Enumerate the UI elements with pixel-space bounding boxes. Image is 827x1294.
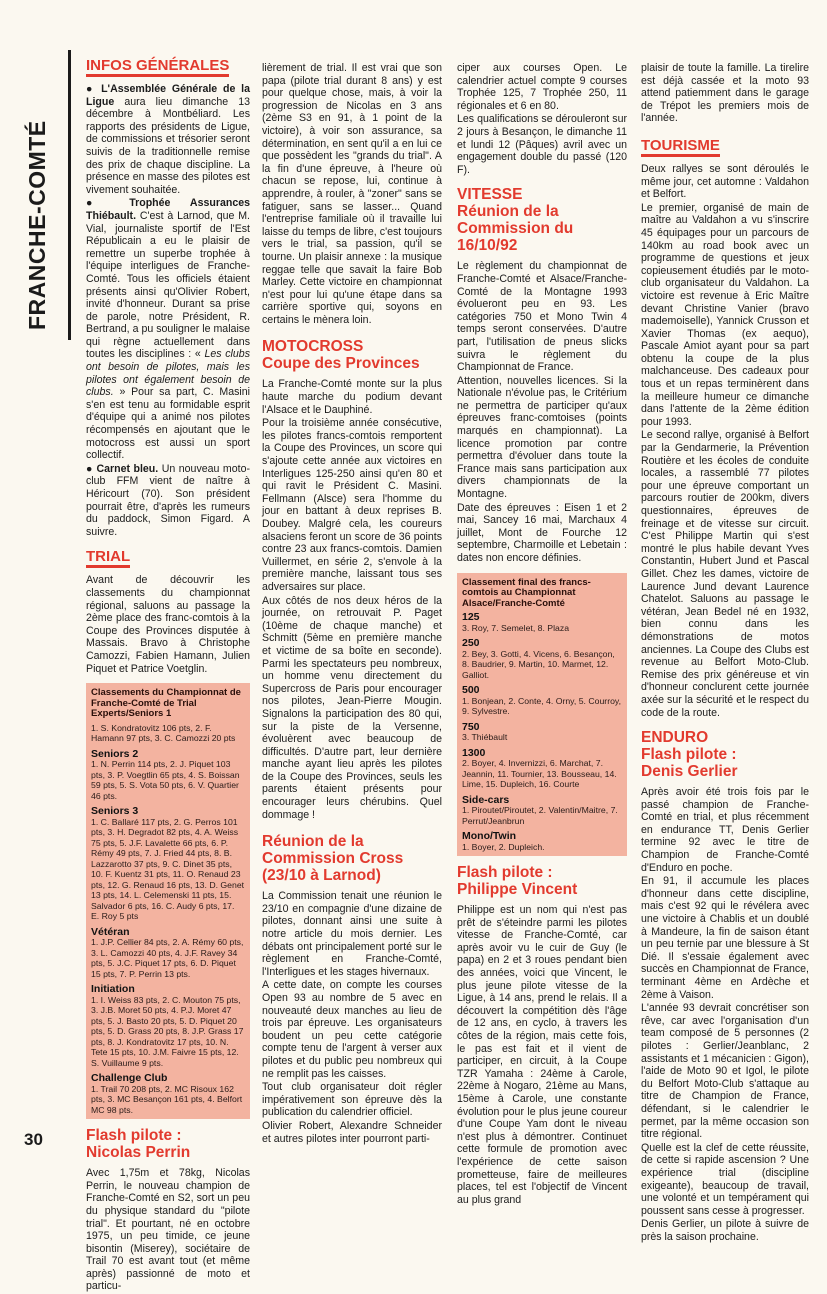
infos-heading: INFOS GÉNÉRALES [86,58,229,77]
infos-lead-3: ● Carnet bleu. [86,462,159,475]
enduro-heading-line-1: ENDURO [641,729,709,747]
vitesse-heading [457,186,627,254]
vitesse-result-250: 2. Bey, 3. Gotti, 4. Vicens, 6. Besançon, 8. Baudrier, 9. Martin, 10. Marmet, 12. Galliot. [462,648,615,680]
perrin-heading-line-2: Nicolas Perrin [86,1144,191,1162]
vitesse-cat-250: 250 [462,637,480,650]
trial-result-challenge: 1. Trail 70 208 pts, 2. MC Risoux 162 pts, 3. MC Besançon 161 pts, 4. Belfort MC 98 pts. [91,1083,243,1115]
cross-heading-line-1: Réunion de la [262,833,364,851]
cross-paragraph-6: Les qualifications se dérouleront sur 2 jours à Besançon, le dimanche 11 et lundi 12 (Pâques) avril avec un engagement double du passé (120 F). [457,113,627,176]
enduro-heading-line-3: Denis Gerlier [641,763,738,781]
column-4 [641,62,809,1244]
infos-lead-2: ● Trophée Assurances Thiébault. [86,197,250,222]
vitesse-paragraph-3: Date des épreuves : Eisen 1 et 2 mai, Sancey 16 mai, Marchaux 4 juillet, Mont de Fourche 12 septembre, Charmoille et Lebetain : dates non encore définies. [457,501,627,564]
trial-result-experts: 1. S. Kondratovitz 106 pts, 2. F. Hamann 97 pts, 3. C. Camozzi 20 pts [91,722,236,744]
cross-paragraph-5: ciper aux courses Open. Le calendrier actuel compte 9 courses Trophée 125, 7 Trophée 250, 11 régionales et 6 en 80. [457,62,627,112]
enduro-paragraph-5: Denis Gerlier, un pilote à suivre de près la saison prochaine. [641,1218,809,1243]
trial-cat-seniors2: Seniors 2 [91,747,139,760]
infos-paragraph-2 [86,197,250,461]
cross-paragraph-4: Olivier Robert, Alexandre Schneider et autres pilotes inter pourront parti- [262,1119,442,1145]
column-3 [457,62,627,1207]
vitesse-result-125: 3. Roy, 7. Semelet, 8. Plaza [462,622,570,633]
motocross-heading-line-2: Coupe des Provinces [262,355,420,373]
vitesse-cat-750: 750 [462,720,480,733]
vitesse-heading-line-1: VITESSE [457,186,523,204]
motocross-paragraph-1: La Franche-Comté monte sur la plus haute marche du podium devant l'Alsace et le Dauphiné. [262,378,442,416]
tourisme-paragraph-3: Le second rallye, organisé à Belfort par la Gendarmerie, la Prévention Routière et les écoles de conduite locales, a rassemblé 77 pilotes pour une épreuve comportant un parcours routier de 200km, divers questionnaires, épreuves de freinage et de vitesse sur circuit. C'est Philippe Martin qui s'est montré le plus habile devant Yves Constantin, Hubert Jund et Pascal Gillet. Chez les dames, victoire de Laurence Jund devant Laurence Chatelot. Saluons au passage le vétéran, Jean Bedel né en 1932, bien connu dans les démonstrations de motos anciennes. La Coupe des Clubs est revenue au Belfort Moto-Club. Remise des prix généreuse et vin d'honneur conclurent cette journée axée sur la sécurité et le respect du code de la route. [641,429,809,719]
trial-cat-veteran: Vétéran [91,925,130,938]
perrin-heading [86,1127,250,1161]
column-1 [86,58,250,1294]
infos-quote: Les clubs ont besoin de pilotes, mais les pilotes ont également besoin de clubs. [86,348,250,399]
enduro-heading-line-2: Flash pilote : [641,746,737,764]
cross-heading [262,833,442,884]
perrin-paragraph-1: Avec 1,75m et 78kg, Nicolas Perrin, le nouveau champion de Franche-Comté en S2, sort un peu du physique standard du "pilote trial". Et pourtant, né en octobre 1975, un peu timide, ce jeune bisontin (Miserey), sociétaire de Trail 70 est avant tout (et même après) passionné de moto et particu- [86,1167,250,1293]
tourisme-paragraph-2: Le premier, organisé de main de maître au Valdahon a vu s'inscrire 45 équipages pour un parcours de 140km au road book avec un programme de questions et jeux copieusement étudiés par le moto-club organisateur du Valdahon. La victoire est revenue à Eric Maître devant Christine Vanier (bravo mademoiselle), Yannick Crusson et Xavier Thomas (ex aequo), Pascale Amiot ayant pour sa part obtenu la coupe de la plus malchanceuse. Des cadeaux pour tous et un repas terminèrent dans la meilleure humeur ce dimanche dans l'attente de la 2ème édition pour 1993. [641,201,809,428]
trial-result-seniors2: 1. N. Perrin 114 pts, 2. J. Piquet 103 pts, 3. P. Voegtlin 65 pts, 4. S. Boissan 59 pts, 5. S. Vota 50 pts, 6. V. Quartier 46 pts. [91,759,240,801]
infos-text-1: aura lieu dimanche 13 décembre à Montbéliard. Les rapports des présidents de Ligue, de commissions et trésorier seront suivis de la traditionnelle remise des prix de chaque discipline. La présence en masse des pilotes est vivement souhaitée. [86,95,250,196]
vitesse-cat-125: 125 [462,611,480,624]
vincent-heading [457,864,627,898]
trial-cat-initiation: Initiation [91,983,135,996]
infos-paragraph-1 [86,83,250,196]
cross-paragraph-1: La Commission tenait une réunion le 23/10 en compagnie d'une dizaine de pilotes, donnant ainsi une suite à notre article du mois dernier. Les débats ont principalement porté sur le règlement en Franche-Comté, l'Interligues et les stages hivernaux. [262,890,442,978]
infos-lead-1: ● L'Assemblée Générale de la Ligue [86,83,250,108]
trial-heading: TRIAL [86,549,130,568]
trial-cat-challenge: Challenge Club [91,1072,168,1085]
vitesse-paragraph-1: Le règlement du championnat de Franche-Comté et Alsace/Franche-Comté de la Montagne 1993 évolueront peu en 93. Les catégories 750 et Mono Twin 4 temps seront conservées. D'autre part, l'utilisation de pneus slicks suivra le règlement du Championnat de France. [457,260,627,374]
vitesse-result-750: 3. Thiébault [462,732,508,743]
trial-results-title: Classements du Championnat de Franche-Comté de Trial Experts/Seniors 1 [91,687,241,720]
trial-paragraph: Avant de découvrir les classements du championnat régional, saluons au passage la 2ème place des franc-comtois à la Coupe des Provinces disputée à Massais. Bravo à Christophe Camozzi, Fabien Hamann, Julien Piquet et Patrice Voetglin. [86,574,250,675]
vitesse-paragraph-2: Attention, nouvelles licences. Si la Nationale n'évolue pas, le Critérium ne permettra de participer qu'aux épreuves franc-comtoises (points marqués en championnat). La licence promotion par contre permettra d'évoluer dans toute la France mais sans participation aux divers championnats de la Montagne. [457,374,627,501]
enduro-paragraph-4: Quelle est la clef de cette réussite, de cette si rapide ascension ? Une expérience trial (discipline exigeante), beaucoup de travail, une volonté et un tempérament qui poussent sans cesse à progresser. [641,1141,809,1217]
cross-heading-line-2: Commission Cross [262,850,404,868]
perrin-heading-line-1: Flash pilote : [86,1127,182,1145]
vincent-heading-line-2: Philippe Vincent [457,881,578,899]
vitesse-results-title: Classement final des francs-comtois au Championnat Alsace/Franche-Comté [462,576,591,609]
vitesse-heading-line-3: Commission du 16/10/92 [457,220,574,255]
page-number: 30 [24,1130,43,1149]
vitesse-result-1300: 2. Boyer, 4. Invernizzi, 6. Marchat, 7. Jeannin, 11. Tournier, 13. Bousseau, 14. Lime, 15. Dupleich, 16. Courte [462,758,617,790]
trial-results-box [86,683,250,1119]
vitesse-results-box [457,573,627,857]
infos-text-2b: » Pour sa part, C. Masini s'en est tenu au formidable esprit d'équipe qui a animé nos pilotes récompensés en ajoutant que le motocross est aussi un sport collectif. [86,386,250,462]
vitesse-cat-sidecars: Side-cars [462,793,510,806]
motocross-paragraph-2: Pour la troisième année consécutive, les pilotes francs-comtois remportent la Coupe des Provinces, un score qui s'ajoute cette année aux victoires en Interligues 125-250 ainsi qu'en 80 et qui ravit le Président C. Masini. Fellmann (Alsce) sera l'homme du jour en battant à deux reprises B. Doubey. Malgré cela, les coureurs alsaciens feront un score de 36 points contre 23 aux francs-comtois. Damien Vuillermet, en série 2, s'envole à la première manche, laissant tous ses adversaires sur place. [262,417,442,593]
trial-result-initiation: 1. I. Weiss 83 pts, 2. C. Mouton 75 pts, 3. J.B. Moret 50 pts, 4. P.J. Moret 47 pts, 5. J. Basto 20 pts, 5. D. Piquet 20 pts, 5. D. Grass 20 pts, 8. J.P. Grass 17 pts, 8. J. Kondratovitz 17 pts, 10. N. Tete 15 pts, 10. J.M. Faivre 15 pts, 12. S. Vuillaume 9 pts. [91,994,244,1068]
vincent-paragraph-1: Philippe est un nom qui n'est pas prêt de s'éteindre parmi les pilotes vitesse de Franche-Comté, car après avoir vu le cuir de Guy (le papa) en 2 et 3 roues pendant bien des années, voici que Vincent, le plus jeune pilote vitesse de la Ligue, à 14 ans, prend le relais. Il a découvert la compétition dès l'âge de 12 ans, en cyclo, à travers les côtes de la région, mais cette fois, le pas est fait et il vient de participer, en circuit, à la Coupe TZR Yamaha : 24ème à Carole, 22ème à Nogaro, 21ème au Mans, 15ème à Carole, une constante évolution pour le plus jeune coureur d'une Coupe Yam dont le niveau n'est plus à démontrer. Continuet cette formule de promotion avec l'expérience de cette saison prometteuse, faire de meilleures places, tel est l'objectif de Vincent au plus grand [457,904,627,1206]
vitesse-heading-line-2: Réunion de la [457,203,559,221]
section-sidebar [18,50,71,340]
vitesse-result-sidecars: 1. Piroutet/Piroutet, 2. Valentin/Maitre, 7. Perrut/Jeanbrun [462,805,618,826]
trial-result-veteran: 1. J.P. Cellier 84 pts, 2. A. Rémy 60 pts, 3. L. Camozzi 40 pts, 4. J.F. Ravey 34 pts, 5. J.C. Piquet 17 pts, 6. D. Piquet 15 pts, 7. P. Perrin 13 pts. [91,937,244,979]
column-2 [262,62,442,1146]
vitesse-cat-500: 500 [462,684,480,697]
enduro-paragraph-2: En 91, il accumule les places d'honneur dans cette discipline, mais c'est 92 qui le révélera avec une victoire à Chablis et un doublé à Mandeure, la fin de saison étant un peu ternie par une blessure à St Dié. Il s'essaie également avec succès en Championnat de France, terminant 4ème en Ardèche et 2ème à Vaison. [641,875,809,1001]
vincent-heading-line-1: Flash pilote : [457,864,553,882]
trial-result-seniors3: 1. C. Ballaré 117 pts, 2. G. Perros 101 pts, 3. H. Degradot 82 pts, 4. A. Weiss 75 pts, 5. J.F. Lavalette 66 pts, 6. P. Rémy 49 pts, 7. J. Fried 44 pts, 8. B. Lazzarotto 37 pts, 9. C. Dinet 35 pts, 10. F. Kuentz 31 pts, 11. O. Renaud 23 pts, 12. G. Renaud 16 pts, 13. D. Genet 13 pts, 14. L. Celemenski 11 pts, 15. Salvador 6 pts, 16. C. Audy 6 pts, 17. E. Roy 5 pts [91,816,245,922]
cross-heading-line-3: (23/10 à Larnod) [262,867,381,885]
infos-text-2a: C'est à Larnod, que M. Vial, journaliste sportif de l'Est Républicain a eu le plaisir de remettre un superbe trophée à l'équipe interligues de Franche-Comté. Tous les officiels étaient présents ainsi qu'Olivier Robert, invité d'honneur. Durant sa prise de parole, notre Président, R. Bertrand, a pu souligner le malaise qui règne actuellement dans toutes les disciplines : « [86,209,250,361]
enduro-paragraph-1: Après avoir été trois fois par le passé champion de Franche-Comté en trial, et plus récemment en endurance TT, Denis Gerlier termine 92 avec le titre de Champion de Franche-Comté d'Enduro en poche. [641,786,809,874]
enduro-heading [641,729,809,780]
tourisme-paragraph-1: Deux rallyes se sont déroulés le même jour, cet automne : Valdahon et Belfort. [641,162,809,201]
infos-text-3: Un nouveau moto-club FFM vient de naître à Héricourt (70). Son président pourrait être, d'après les rumeurs du paddock, Simon Figard. A suivre. [86,462,250,538]
trial-cat-seniors3: Seniors 3 [91,805,139,818]
vitesse-result-500: 1. Bonjean, 2. Conte, 4. Orny, 5. Courroy, 9. Sylvestre. [462,695,622,717]
vitesse-cat-monotwin: Mono/Twin [462,830,517,843]
vincent-paragraph-2: plaisir de toute la famille. La tirelire est déjà cassée et la moto 93 attend patiemment dans le garage de Trépot les premiers mois de l'année. [641,62,809,125]
motocross-paragraph-3: Aux côtés de nos deux héros de la journée, on retrouvait P. Paget (10ème de chaque manche) et Schmitt (5ème en première manche et victime de sa boîte en seconde). Parmi les spectateurs peu nombreux, un homme venu directement du Supercross de Paris pour encourager nos pilotes, Jean-Pierre Mougin. Signalons la participation des 80 qui, sur la piste de la Versenne, évoluèrent avec beaucoup de difficultés. D'autre part, leur dernière manche ayant lieu après les pilotes de la Coupe des Provinces, seuls les parents étaient présents pour encourager leurs chérubins. Quel dommage ! [262,594,442,821]
perrin-paragraph-2: lièrement de trial. Il est vrai que son papa (pilote trial durant 8 ans) y est pour quelque chose, mais, à voir la progression de Nicolas en 3 ans (2ème S3 en 91, à 1 point de la victoire), à voir son assurance, sa détermination, en sent qu'il a en lui ce que possèdent les "grands du trial". A la fin d'une épreuve, à l'heure où chacun se repose, lui, continue à apprendre, à rouler, à "zoner" sans se fatiguer, sans se lasser... Quand l'entreprise familiale où il travaille lui laisse du temps de libre, c'est toujours vers le trial, sa passion, qu'il se tourne. Un plaisir annexe : la musique reggae telle que savait la faire Bob Marley. Cette victoire en championnat n'est pour lui qu'une étape dans sa carrière sportive qui, soyons en certains le mènera loin. [262,62,442,326]
infos-paragraph-3 [86,463,250,539]
enduro-paragraph-3: L'année 93 devrait concrétiser son rêve, car avec l'organisation d'un team composé de 5 personnes (2 pilotes : Gerlier/Jeanblanc, 2 assistants et 1 mécanicien : Gigon), l'aide de Moto 90 et Igol, le pilote du Belfort Moto-Club s'attaque au titre de Champion de France, défendant, si le calendrier le permet, par la même occasion son titre régional. [641,1002,809,1141]
cross-paragraph-3: Tout club organisateur doit régler impérativement son épreuve dès la publication du calendrier officiel. [262,1081,442,1119]
vitesse-result-monotwin: 1. Boyer, 2. Dupleich. [462,841,545,852]
vitesse-cat-1300: 1300 [462,746,486,759]
motocross-heading [262,338,442,372]
cross-paragraph-2: A cette date, on compte les courses Open 93 au nombre de 5 avec en nouveauté deux manches au lieu de trois par épreuve. Les organisateurs boudent un peu cette catégorie compte tenu de l'argent à verser aux pilotes et du public peu nombreux qui ne remplit pas les caisses. [262,979,442,1080]
motocross-heading-line-1: MOTOCROSS [262,338,364,356]
tourisme-heading: TOURISME [641,138,720,157]
section-label: FRANCHE-COMTÉ [24,120,50,330]
